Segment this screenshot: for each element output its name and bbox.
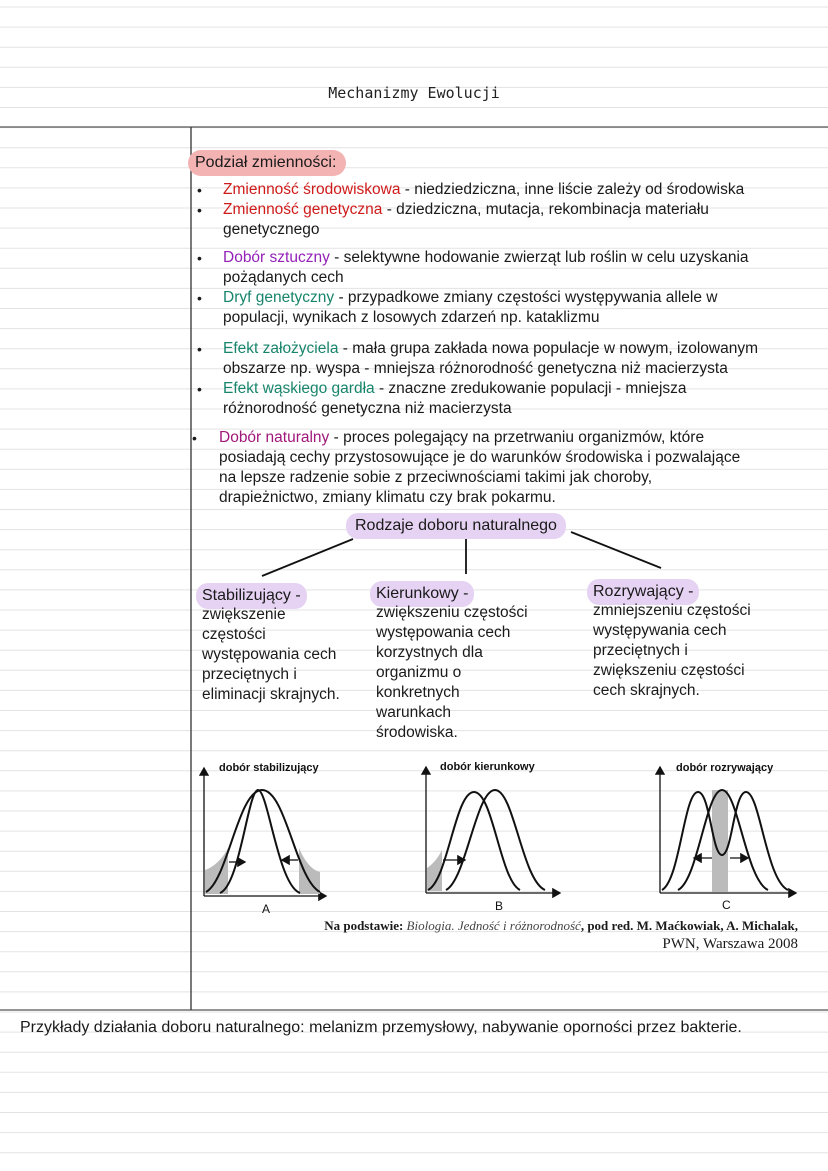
desc-cont: posiadają cechy przystosowujące je do warunków środowiska i pozwalające — [219, 449, 741, 466]
source-caption — [278, 917, 798, 953]
graph-disruptive — [660, 762, 796, 912]
graph-title: dobór kierunkowy — [440, 761, 535, 773]
diagram-center-label: Rodzaje doboru naturalnego — [346, 513, 566, 539]
caption-rest: , pod red. M. Maćkowiak, A. Michalak, — [580, 918, 798, 933]
term: Efekt wąskiego gardła — [223, 380, 375, 397]
graph-directional — [426, 761, 560, 913]
caption-line2: PWN, Warszawa 2008 — [662, 936, 798, 952]
caption-prefix: Na podstawie: — [324, 918, 407, 933]
desc-cont: obszarze np. wyspa - mniejsza różnorodność genetyczna niż macierzysta — [223, 360, 728, 377]
bullet-icon: • — [197, 290, 202, 306]
desc-cont: genetycznego — [223, 221, 320, 238]
desc-cont: populacji, wynikach z losowych zdarzeń np. kataklizmu — [223, 309, 600, 326]
desc: - dziedziczna, mutacja, rekombinacja materiału — [382, 201, 709, 218]
bullet-icon: • — [197, 202, 202, 218]
type-desc-kierunkowy: zwiększeniu częstości występowania cech korzystnych dla organizmu o konkretnych warunkach środowiska. — [376, 604, 528, 741]
bullet-icon: • — [197, 381, 202, 397]
bullet-icon: • — [197, 341, 202, 357]
section-heading: Podział zmienności: — [188, 150, 346, 176]
bullet-icon: • — [192, 430, 197, 446]
desc: - przypadkowe zmiany częstości występywania allele w — [334, 289, 718, 306]
curve-shifted — [446, 790, 545, 890]
graph-title: dobór rozrywający — [676, 762, 774, 774]
bullet-icon: • — [197, 250, 202, 266]
desc: - niedziedziczna, inne liście zależy od środowiska — [400, 181, 745, 198]
type-label-rozrywajacy: Rozrywający - — [587, 579, 699, 605]
desc: - mała grupa zakłada nowa populacje w nowym, izolowanym — [338, 340, 759, 357]
graph-letter: C — [722, 898, 731, 912]
desc-cont: na lepsze radzenie sobie z przeciwnościami takimi jak choroby, — [219, 469, 653, 486]
term: Dryf genetyczny — [223, 289, 335, 306]
footer-examples: Przykłady działania doboru naturalnego: melanizm przemysłowy, nabywanie oporności przez bakterie. — [20, 1019, 742, 1036]
graph-title: dobór stabilizujący — [219, 762, 319, 774]
shaded-left — [205, 848, 228, 894]
caption-book: Biologia. Jedność i różnorodność — [406, 918, 581, 933]
desc: - proces polegający na przetrwaniu organizmów, które — [329, 429, 705, 446]
desc-cont: drapieżnictwo, zmiany klimatu czy brak pokarmu. — [219, 489, 556, 506]
type-desc-stabilizujacy: zwiększenie częstości występowania cech przeciętnych i eliminacji skrajnych. — [202, 606, 340, 703]
graph-letter: B — [495, 899, 504, 913]
desc: - selektywne hodowanie zwierząt lub roślin w celu uzyskania — [329, 249, 749, 266]
term: Efekt założyciela — [223, 340, 339, 357]
bullet-icon: • — [197, 182, 202, 198]
desc: - znaczne zredukowanie populacji - mniejsza — [374, 380, 687, 397]
type-desc-rozrywajacy: zmniejszeniu częstości występywania cech przeciętnych i zwiększeniu częstości cech skrajnych. — [593, 602, 751, 699]
desc-cont: różnorodność genetyczna niż macierzysta — [223, 400, 512, 417]
desc-cont: pożądanych cech — [223, 269, 344, 286]
graph-stabilizing — [204, 762, 326, 916]
page-title: Mechanizmy Ewolucji — [328, 84, 500, 102]
graph-letter: A — [262, 902, 271, 916]
term: Dobór sztuczny — [223, 249, 330, 266]
shaded-right — [299, 848, 320, 894]
type-label-kierunkowy: Kierunkowy - — [370, 581, 474, 607]
term: Dobór naturalny — [219, 429, 330, 446]
term: Zmienność środowiskowa — [223, 181, 401, 198]
term: Zmienność genetyczna — [223, 201, 383, 218]
type-label-stabilizujacy: Stabilizujący - — [196, 583, 307, 609]
